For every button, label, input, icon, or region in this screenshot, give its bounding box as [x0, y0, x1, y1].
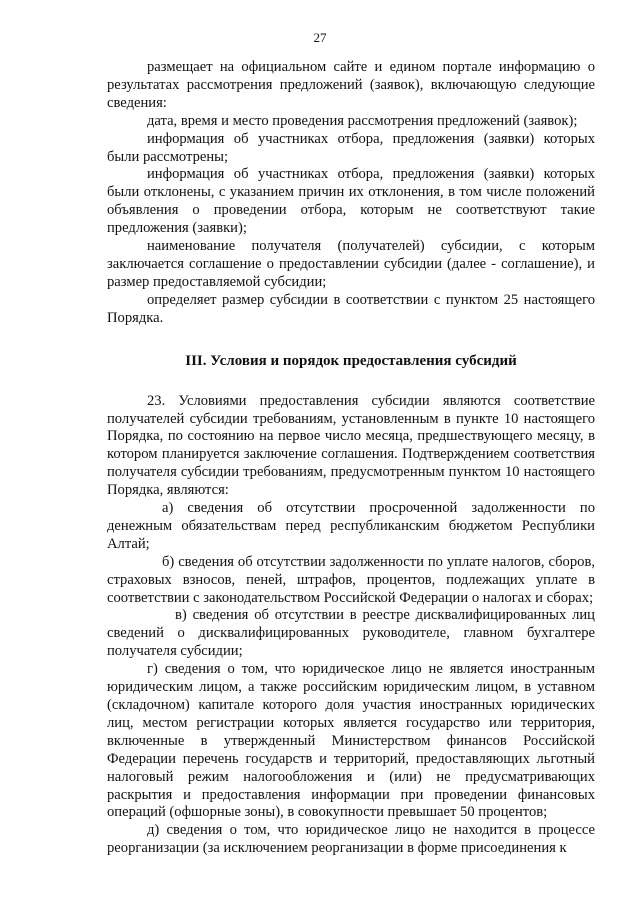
paragraph-subitem-d: д) сведения о том, что юридическое лицо не находится в процессе реорганизации (за исключением реорганизации в форме присоединения к [107, 822, 595, 857]
paragraph-reviewed-participants: информация об участниках отбора, предложения (заявки) которых были рассмотрены; [107, 130, 595, 165]
paragraph-review-date: дата, время и место проведения рассмотрения предложений (заявок); [147, 112, 578, 129]
paragraph-recipient-name: наименование получателя (получателей) субсидии, с которым заключается соглашение о предоставлении субсидии (далее - соглашение), и размер предоставляемой субсидии; [107, 238, 595, 290]
paragraph-rejected-participants: информация об участниках отбора, предложения (заявки) которых были отклонены, с указанием причин их отклонения, в том числе положений объявления о проведении отбора, которым не соответствуют такие предложения (заявки); [107, 166, 595, 237]
paragraph-subitem-v: в) сведения об отсутствии в реестре дисквалифицированных лиц сведений о дисквалифицированных руководителе, главном бухгалтере получателя субсидии; [107, 607, 595, 660]
paragraph-item-23: 23. Условиями предоставления субсидии являются соответствие получателей субсидии требованиям, установленным в пункте 10 настоящего Порядка, по состоянию на первое число месяца, предшествующего месяцу, в котором планируется заключение соглашения. Подтверждением соответствия получателя субсидии требованиям, предусмотренным пунктом 10 настоящего Порядка, являются: [107, 392, 595, 499]
page-number: 27 [313, 30, 327, 45]
paragraph-subitem-g: г) сведения о том, что юридическое лицо не является иностранным юридическим лицом, а также российским юридическим лицом, в уставном (складочном) капитале которого доля участия иностранных юридических лиц, местом регистрации которых является государство или территория, включенные в утвержденный Министерством финансов Российской Федерации перечень государств и территорий, предоставляющих льготный налоговый режим налогообложения и (или) не предусматривающих раскрытия и предоставления информации при проведении финансовых операций (офшорные зоны), в совокупности превышает 50 процентов; [107, 661, 595, 821]
document-body [107, 59, 595, 858]
paragraph-publication-info: размещает на официальном сайте и едином портале информацию о результатах рассмотрения предложений (заявок), включающую следующие сведения: [107, 59, 595, 111]
section-heading: III. Условия и порядок предоставления субсидий [185, 352, 517, 369]
paragraph-subsidy-amount: определяет размер субсидии в соответствии с пунктом 25 настоящего Порядка. [107, 291, 595, 326]
paragraph-subitem-a: а) сведения об отсутствии просроченной задолженности по денежным обязательствам перед республиканским бюджетом Республики Алтай; [107, 500, 595, 552]
paragraph-subitem-b: б) сведения об отсутствии задолженности по уплате налогов, сборов, страховых взносов, пеней, штрафов, процентов, подлежащих уплате в соответствии с законодательством Российской Федерации о налогах и сборах; [107, 553, 595, 606]
